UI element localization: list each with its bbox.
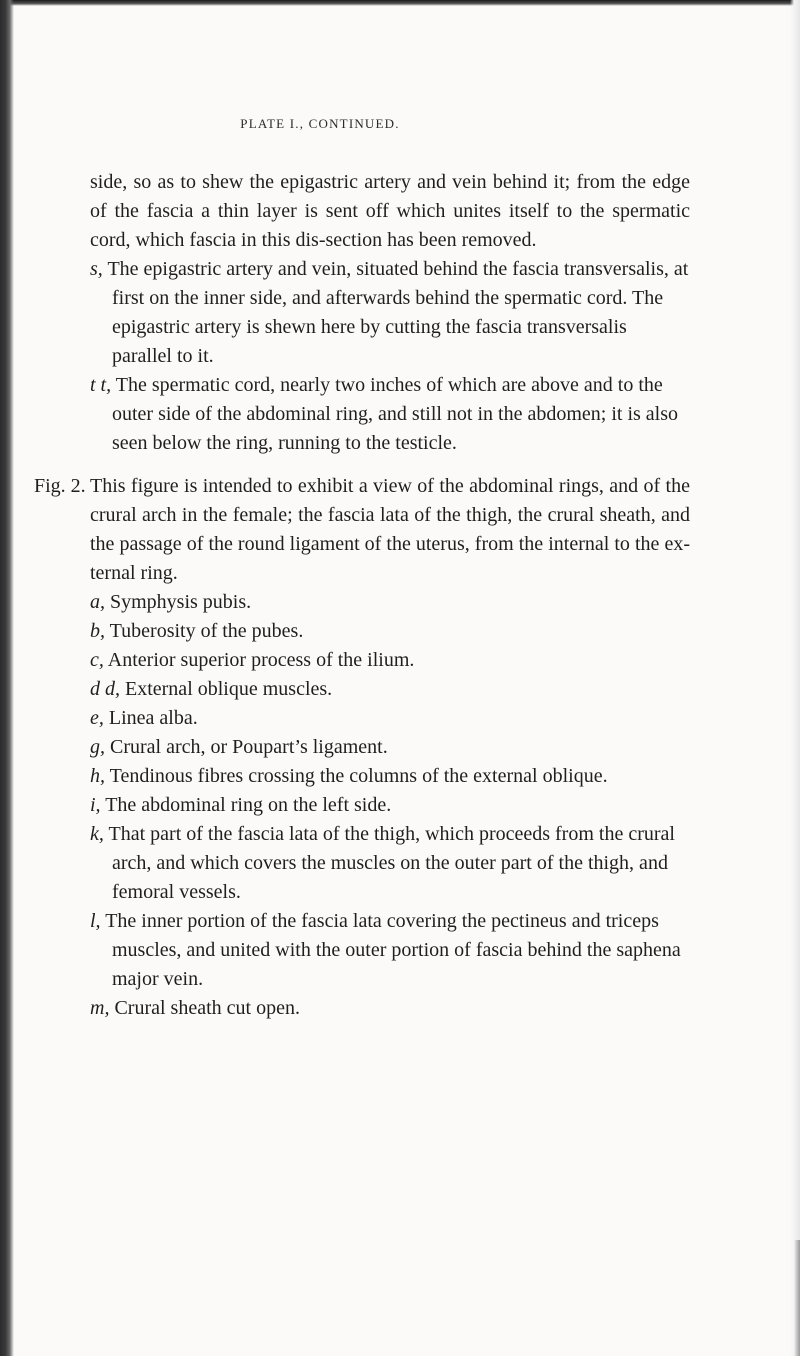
legend-key: i, bbox=[90, 794, 101, 816]
fig2-legend bbox=[90, 588, 690, 1023]
legend-entry-h bbox=[90, 762, 690, 791]
legend-key: l, bbox=[90, 910, 101, 932]
legend-text: The abdominal ring on the left side. bbox=[105, 794, 392, 816]
legend-text: The spermatic cord, nearly two inches of which are above and to the outer side of the abdominal ring, and still not in the abdomen; it is also seen below the ring, running to the testicle. bbox=[112, 374, 679, 454]
legend-entry-i bbox=[90, 791, 690, 820]
legend-text: The inner portion of the fascia lata covering the pectineus and triceps muscles, and united with the outer portion of fascia behind the saphena major vein. bbox=[105, 910, 681, 990]
legend-text: Anterior superior process of the ilium. bbox=[107, 649, 415, 671]
legend-key: h, bbox=[90, 765, 105, 787]
legend-key: g, bbox=[90, 736, 105, 758]
legend-key: t t, bbox=[90, 374, 112, 396]
legend-key: c, bbox=[90, 649, 104, 671]
fig2-block bbox=[34, 472, 690, 588]
scan-edge-top bbox=[0, 0, 800, 6]
legend-entry-c bbox=[90, 646, 690, 675]
legend-key: e, bbox=[90, 707, 104, 729]
legend-entry-m bbox=[90, 994, 690, 1023]
legend-text: Symphysis pubis. bbox=[110, 591, 252, 613]
scan-shadow bbox=[794, 1240, 800, 1356]
legend-key: s, bbox=[90, 258, 103, 280]
legend-text: Tuberosity of the pubes. bbox=[109, 620, 304, 642]
legend-entry-g bbox=[90, 733, 690, 762]
continuation-text: side, so as to shew the epigastric artery and vein behind it; from the edge of the fascia a thin layer is sent off which unites itself to the spermatic cord, which fascia in this dis-section has been removed. bbox=[90, 171, 690, 251]
legend-entry-k bbox=[90, 820, 690, 907]
legend-key: b, bbox=[90, 620, 105, 642]
scan-edge-right bbox=[790, 0, 800, 1356]
legend-entry-d bbox=[90, 675, 690, 704]
legend-text: Linea alba. bbox=[108, 707, 198, 729]
legend-entry-t bbox=[90, 371, 690, 458]
legend-key: d d, bbox=[90, 678, 120, 700]
legend-entry-s bbox=[90, 255, 690, 371]
legend-text: That part of the fascia lata of the thigh, which proceeds from the crural arch, and which covers the muscles on the outer part of the thigh, and femoral vessels. bbox=[108, 823, 675, 903]
legend-entry-b bbox=[90, 617, 690, 646]
legend-entry-a bbox=[90, 588, 690, 617]
legend-text: Crural arch, or Poupart’s ligament. bbox=[110, 736, 388, 758]
continuation-paragraph bbox=[90, 168, 690, 255]
fig1-legend bbox=[90, 255, 690, 458]
running-head: PLATE I., CONTINUED. bbox=[240, 116, 400, 131]
figure-label: Fig. 2. bbox=[34, 475, 86, 497]
binding-edge bbox=[0, 0, 14, 1356]
fig2-intro-text: This figure is intended to exhibit a view of the abdominal rings, and of the crural arch in the female; the fascia lata of the thigh, the crural sheath, and the passage of the round ligament of the uterus, from the internal to the ex-ternal ring. bbox=[90, 475, 690, 584]
legend-text: The epigastric artery and vein, situated behind the fascia transversalis, at first on the inner side, and afterwards behind the spermatic cord. The epigastric artery is shewn here by cutting the fascia transversalis parallel to it. bbox=[107, 258, 689, 367]
page-body bbox=[34, 168, 690, 1023]
legend-text: Crural sheath cut open. bbox=[114, 997, 300, 1019]
fig2-intro bbox=[90, 472, 690, 588]
legend-text: Tendinous fibres crossing the columns of the external oblique. bbox=[109, 765, 608, 787]
legend-text: External oblique muscles. bbox=[125, 678, 333, 700]
legend-key: k, bbox=[90, 823, 104, 845]
legend-entry-e bbox=[90, 704, 690, 733]
legend-key: a, bbox=[90, 591, 105, 613]
legend-key: m, bbox=[90, 997, 110, 1019]
legend-entry-l bbox=[90, 907, 690, 994]
